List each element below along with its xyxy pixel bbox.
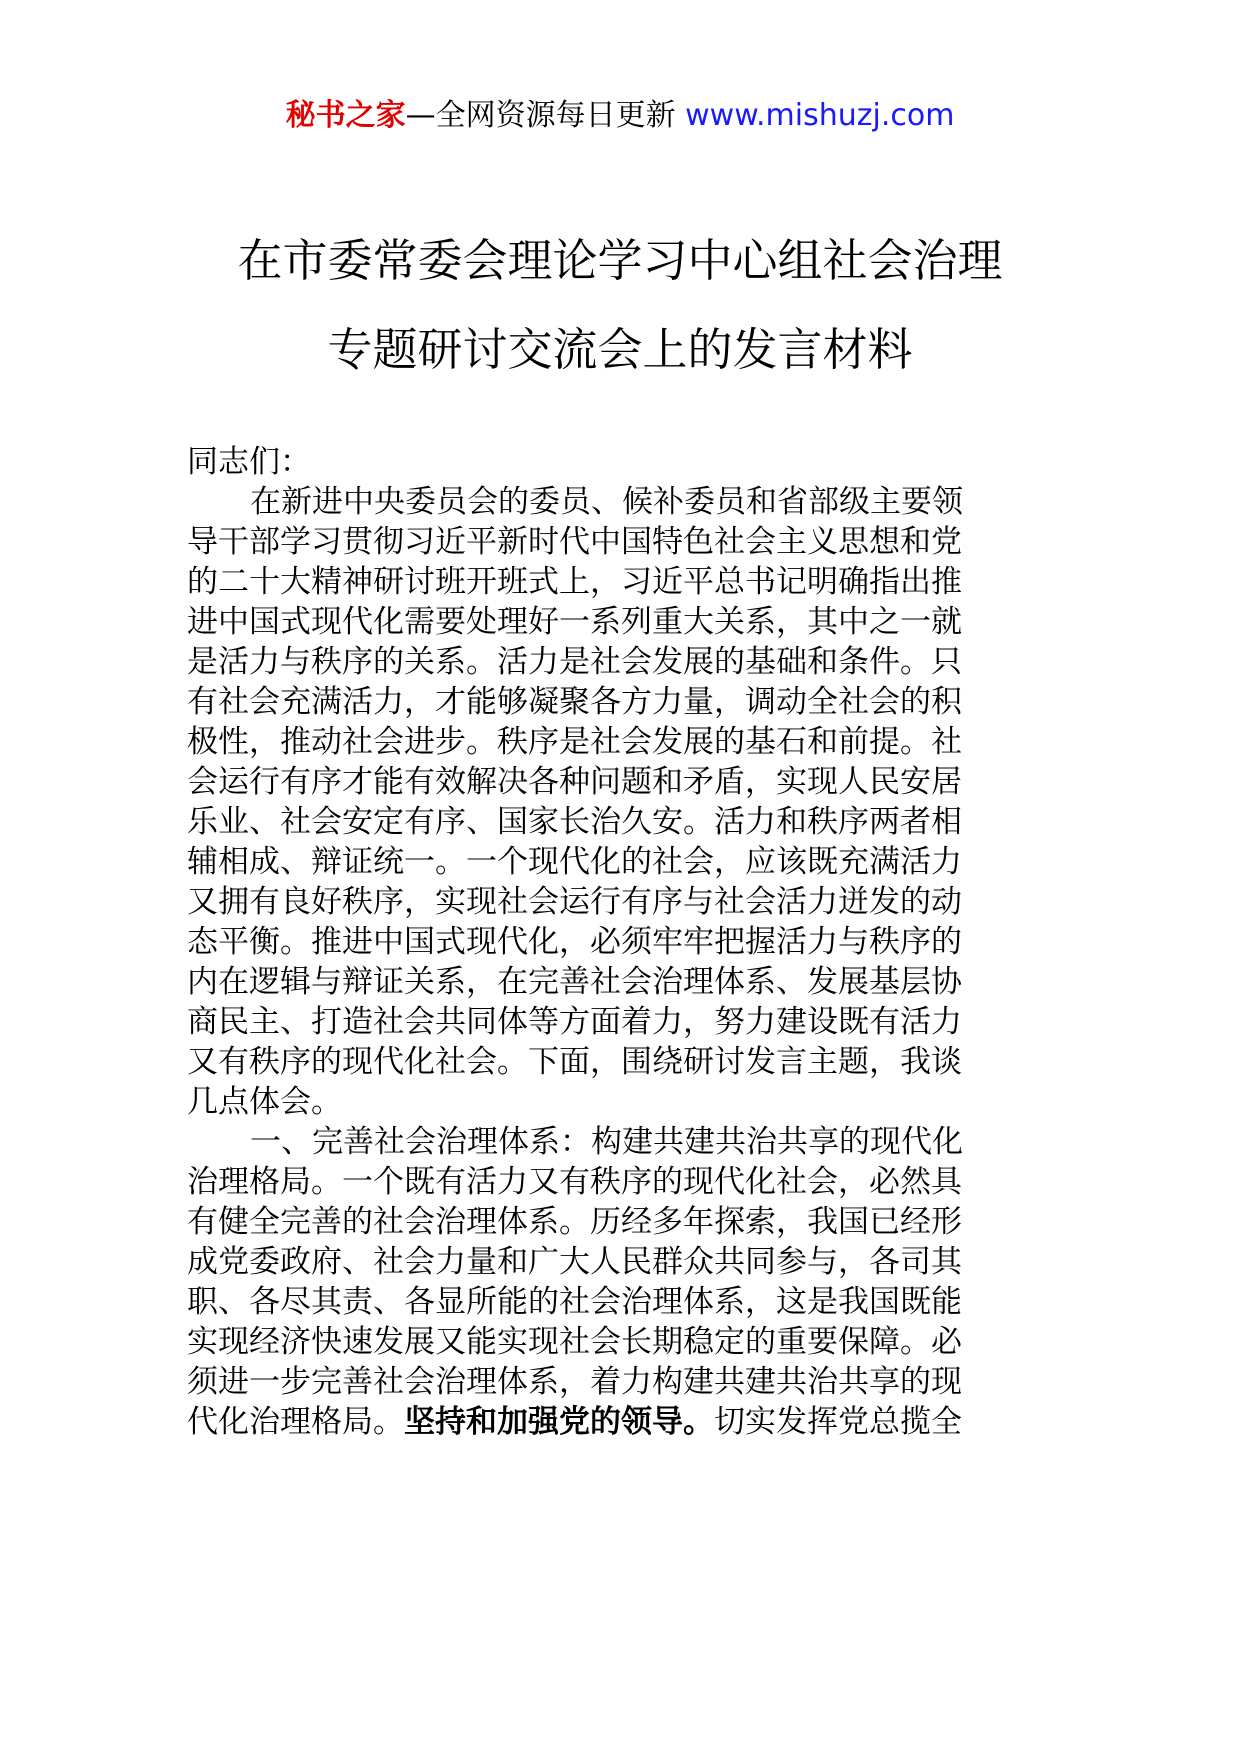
text-line-prefix: 代化治理格局。 [187, 1404, 404, 1440]
site-brand: 秘书之家 [285, 98, 406, 133]
text-line [187, 1402, 962, 1442]
text-line: 导干部学习贯彻习近平新时代中国特色社会主义思想和党 [187, 524, 962, 560]
site-tagline: —全网资源每日更新 [405, 98, 686, 133]
text-line: 几点体会。 [187, 1084, 342, 1120]
text-line: 商民主、打造社会共同体等方面着力，努力建设既有活力 [187, 1004, 962, 1040]
site-header [0, 96, 1240, 136]
text-line: 是活力与秩序的关系。活力是社会发展的基础和条件。只 [187, 644, 962, 680]
text-line-suffix: 切实发挥党总揽全 [714, 1404, 962, 1440]
text-line: 会运行有序才能有效解决各种问题和矛盾，实现人民安居 [187, 764, 962, 800]
text-line: 治理格局。一个既有活力又有秩序的现代化社会，必然具 [187, 1164, 962, 1200]
salutation: 同志们： [187, 444, 311, 480]
text-line: 内在逻辑与辩证关系，在完善社会治理体系、发展基层协 [187, 964, 962, 1000]
text-line: 职、各尽其责、各显所能的社会治理体系，这是我国既能 [187, 1284, 962, 1320]
text-line: 辅相成、辩证统一。一个现代化的社会，应该既充满活力 [187, 844, 962, 880]
section-heading-line: 一、完善社会治理体系：构建共建共治共享的现代化 [250, 1124, 963, 1160]
text-line: 实现经济快速发展又能实现社会长期稳定的重要保障。必 [187, 1324, 962, 1360]
bold-heading-phrase: 坚持和加强党的领导。 [404, 1404, 714, 1440]
document-title-line-2: 专题研讨交流会上的发言材料 [327, 323, 913, 376]
text-line: 进中国式现代化需要处理好一系列重大关系，其中之一就 [187, 604, 962, 640]
text-line: 的二十大精神研讨班开班式上，习近平总书记明确指出推 [187, 564, 962, 600]
text-line: 在新进中央委员会的委员、候补委员和省部级主要领 [250, 484, 963, 520]
text-line: 有社会充满活力，才能够凝聚各方力量，调动全社会的积 [187, 684, 962, 720]
text-line: 极性，推动社会进步。秩序是社会发展的基石和前提。社 [187, 724, 962, 760]
text-line: 又有秩序的现代化社会。下面，围绕研讨发言主题，我谈 [187, 1044, 962, 1080]
text-line: 须进一步完善社会治理体系，着力构建共建共治共享的现 [187, 1364, 962, 1400]
text-line: 有健全完善的社会治理体系。历经多年探索，我国已经形 [187, 1204, 962, 1240]
text-line: 成党委政府、社会力量和广大人民群众共同参与，各司其 [187, 1244, 962, 1280]
text-line: 又拥有良好秩序，实现社会运行有序与社会活力迸发的动 [187, 884, 962, 920]
site-url-link[interactable]: www.mishuzj.com [685, 98, 955, 133]
document-title-line-1: 在市委常委会理论学习中心组社会治理 [237, 234, 1003, 287]
text-line: 乐业、社会安定有序、国家长治久安。活力和秩序两者相 [187, 804, 962, 840]
text-line: 态平衡。推进中国式现代化，必须牢牢把握活力与秩序的 [187, 924, 962, 960]
